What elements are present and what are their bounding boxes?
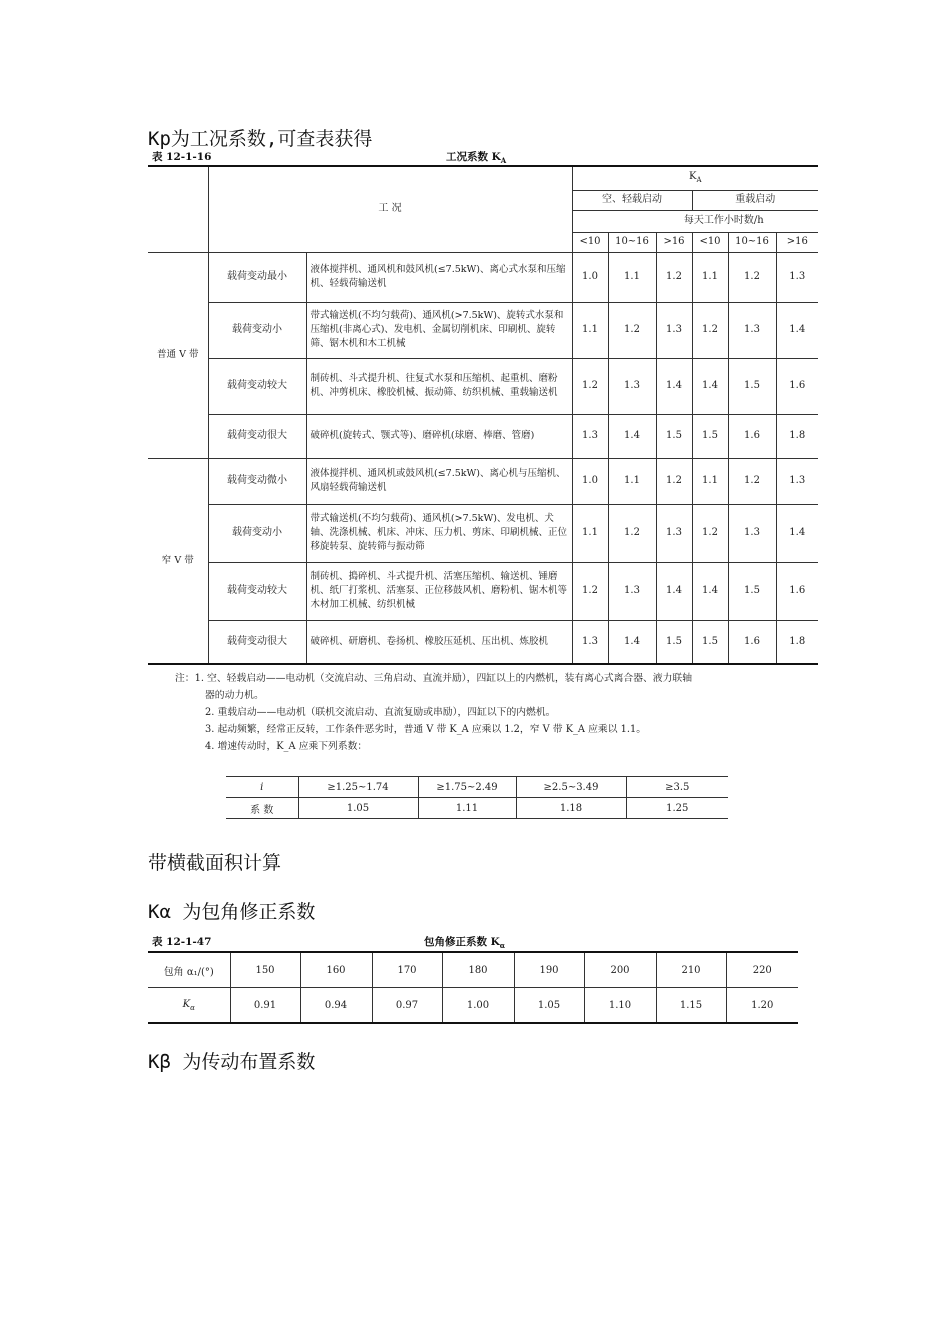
ka-value: 1.6 <box>728 414 776 458</box>
load-level: 载荷变动最小 <box>208 252 306 302</box>
header-light-start: 空、轻载启动 <box>572 190 692 210</box>
ka-value: 1.5 <box>692 620 728 664</box>
ka-value: 1.3 <box>572 414 608 458</box>
machine-desc: 带式输送机(不均匀载荷)、通风机(>7.5kW)、发电机、犬轴、洗涤机械、机床、冲床、压力机、剪床、印刷机械、正位移旋转泵、旋转筛与振动筛 <box>306 504 572 562</box>
ka-value: 1.2 <box>572 358 608 414</box>
ka-value: 1.1 <box>608 252 656 302</box>
header-ka: $K_A$ <box>572 166 818 190</box>
ka-value: 1.5 <box>728 562 776 620</box>
ka-value: 1.2 <box>656 252 692 302</box>
ka-value: 1.3 <box>608 562 656 620</box>
ka-value: 1.8 <box>776 620 818 664</box>
ka-value: 1.0 <box>572 458 608 504</box>
table-row <box>226 798 728 819</box>
ka-value: 1.1 <box>692 458 728 504</box>
ka-value: 1.4 <box>656 562 692 620</box>
table-row <box>226 777 728 798</box>
header-col: >16 <box>656 232 692 252</box>
header-blank <box>148 166 208 252</box>
ka-value: 1.0 <box>572 252 608 302</box>
ka-value: 1.3 <box>572 620 608 664</box>
ka-value: 1.3 <box>776 458 818 504</box>
ka-value: 1.4 <box>608 620 656 664</box>
factor-value: 1.18 <box>516 798 626 819</box>
table3-number: 表 12-1-47 <box>152 936 212 948</box>
table-row <box>148 562 818 620</box>
machine-desc: 带式输送机(不均匀载荷)、通风机(>7.5kW)、旋转式水泵和压缩机(非离心式)、发电机、金属切削机床、印刷机、旋转筛、锯木机和木工机械 <box>306 302 572 358</box>
ratio-range: ≥2.5~3.49 <box>516 777 626 798</box>
ka-value: 1.4 <box>692 562 728 620</box>
table-row <box>148 302 818 358</box>
ka-value: 1.2 <box>572 562 608 620</box>
ka-value: 1.5 <box>656 414 692 458</box>
belt-type: 窄 V 带 <box>148 458 208 664</box>
factor-value: 1.00 <box>442 988 514 1024</box>
table-row <box>148 252 818 302</box>
load-level: 载荷变动较大 <box>208 562 306 620</box>
ka-value: 1.3 <box>656 504 692 562</box>
factor-value: 1.10 <box>584 988 656 1024</box>
factor-value: 0.94 <box>300 988 372 1024</box>
factor-value: 1.11 <box>418 798 516 819</box>
ka-value: 1.5 <box>728 358 776 414</box>
table-row <box>148 504 818 562</box>
table1-notes <box>175 670 825 755</box>
ka-value: 1.4 <box>692 358 728 414</box>
machine-desc: 液体搅拌机、通风机和鼓风机(≤7.5kW)、离心式水泵和压缩机、轻载荷输送机 <box>306 252 572 302</box>
ka-value: 1.2 <box>692 504 728 562</box>
table3-title: 包角修正系数 $K_\alpha$ <box>424 936 506 951</box>
header-col: <10 <box>692 232 728 252</box>
ka-value: 1.4 <box>656 358 692 414</box>
factor-label: 系 数 <box>226 798 298 819</box>
machine-desc: 制砖机、斗式提升机、往复式水泵和压缩机、起重机、磨粉机、冲剪机床、橡胶机械、振动筛、纺织机械、重载输送机 <box>306 358 572 414</box>
table-row <box>148 988 798 1024</box>
header-heavy-start: 重载启动 <box>692 190 818 210</box>
factor-value: 1.05 <box>514 988 584 1024</box>
ka-value: 1.2 <box>608 504 656 562</box>
ka-value: 1.8 <box>776 414 818 458</box>
factor-value: 1.25 <box>626 798 728 819</box>
heading-ka: Kα 为包角修正系数 <box>148 901 316 923</box>
ka-value: 1.1 <box>692 252 728 302</box>
ka-value: 1.6 <box>776 358 818 414</box>
machine-desc: 破碎机、研磨机、卷扬机、橡胶压延机、压出机、炼胶机 <box>306 620 572 664</box>
ka-value: 1.3 <box>728 302 776 358</box>
header-condition: 工 况 <box>208 166 572 252</box>
angle-label: 包角 α₁/(°) <box>148 952 230 988</box>
ka-value: 1.2 <box>608 302 656 358</box>
ka-value: 1.4 <box>776 504 818 562</box>
header-col: 10~16 <box>728 232 776 252</box>
ka-value: 1.3 <box>776 252 818 302</box>
factor-value: 1.05 <box>298 798 418 819</box>
table-wrap-angle-factors <box>148 951 798 1024</box>
belt-type: 普通 V 带 <box>148 252 208 458</box>
ka-value: 1.5 <box>656 620 692 664</box>
header-col: 10~16 <box>608 232 656 252</box>
table-row <box>148 414 818 458</box>
factor-value: 0.91 <box>230 988 300 1024</box>
load-level: 载荷变动较大 <box>208 358 306 414</box>
header-col: >16 <box>776 232 818 252</box>
table-ka-factors <box>148 165 818 665</box>
load-level: 载荷变动很大 <box>208 414 306 458</box>
angle-value: 210 <box>656 952 726 988</box>
factor-label: $K_\alpha$ <box>148 988 230 1024</box>
ratio-range: ≥3.5 <box>626 777 728 798</box>
ka-value: 1.6 <box>728 620 776 664</box>
ka-value: 1.2 <box>728 252 776 302</box>
table1-title: 工况系数 $K_A$ <box>446 151 507 166</box>
ratio-range: ≥1.75~2.49 <box>418 777 516 798</box>
note-line: 注：1. 空、轻载启动——电动机（交流启动、三角启动、直流并励），四缸以上的内燃机，装有离心式离合器、液力联轴 <box>175 673 692 684</box>
ka-value: 1.3 <box>728 504 776 562</box>
angle-value: 190 <box>514 952 584 988</box>
table-speedup-factors <box>226 776 728 819</box>
load-level: 载荷变动很大 <box>208 620 306 664</box>
ka-value: 1.6 <box>776 562 818 620</box>
angle-value: 180 <box>442 952 514 988</box>
ka-value: 1.2 <box>728 458 776 504</box>
ka-value: 1.5 <box>692 414 728 458</box>
table1-number: 表 12-1-16 <box>152 151 212 163</box>
angle-value: 220 <box>726 952 798 988</box>
factor-value: 1.20 <box>726 988 798 1024</box>
ka-value: 1.2 <box>692 302 728 358</box>
ka-value: 1.3 <box>608 358 656 414</box>
table-row <box>148 458 818 504</box>
machine-desc: 制砖机、搗碎机、斗式提升机、活塞压缩机、输送机、锤磨机、纸厂打浆机、活塞泵、正位移鼓风机、磨粉机、锯木机等木材加工机械、纺织机械 <box>306 562 572 620</box>
angle-value: 200 <box>584 952 656 988</box>
load-level: 载荷变动微小 <box>208 458 306 504</box>
ka-value: 1.4 <box>776 302 818 358</box>
header-col: <10 <box>572 232 608 252</box>
note-line: 2. 重载启动——电动机（联机交流启动、直流复励或串励），四缸以下的内燃机。 <box>205 707 556 718</box>
angle-value: 160 <box>300 952 372 988</box>
machine-desc: 破碎机(旋转式、颚式等)、磨碎机(球磨、棒磨、管磨) <box>306 414 572 458</box>
heading-kp: Kp为工况系数,可查表获得 <box>148 128 373 150</box>
heading-area: 带横截面积计算 <box>148 852 282 874</box>
machine-desc: 液体搅拌机、通风机或鼓风机(≤7.5kW)、离心机与压缩机、风扇轻载荷输送机 <box>306 458 572 504</box>
angle-value: 170 <box>372 952 442 988</box>
ka-value: 1.1 <box>572 302 608 358</box>
ka-value: 1.2 <box>656 458 692 504</box>
note-line: 器的动力机。 <box>205 690 264 701</box>
ka-value: 1.1 <box>572 504 608 562</box>
angle-value: 150 <box>230 952 300 988</box>
ka-value: 1.1 <box>608 458 656 504</box>
note-line: 4. 增速传动时，K_A 应乘下列系数： <box>205 741 368 752</box>
ka-value: 1.3 <box>656 302 692 358</box>
table-row <box>148 952 798 988</box>
load-level: 载荷变动小 <box>208 302 306 358</box>
ka-value: 1.4 <box>608 414 656 458</box>
heading-kb: Kβ 为传动布置系数 <box>148 1051 316 1073</box>
table-row <box>148 358 818 414</box>
ratio-range: ≥1.25~1.74 <box>298 777 418 798</box>
ratio-label: i <box>226 777 298 798</box>
note-line: 3. 起动频繁，经常正反转，工作条件恶劣时，普通 V 带 K_A 应乘以 1.2，窄 V 带 K_A 应乘以 1.1。 <box>205 724 646 735</box>
header-hours: 每天工作小时数/h <box>572 210 818 232</box>
factor-value: 0.97 <box>372 988 442 1024</box>
factor-value: 1.15 <box>656 988 726 1024</box>
table-row <box>148 620 818 664</box>
load-level: 载荷变动小 <box>208 504 306 562</box>
